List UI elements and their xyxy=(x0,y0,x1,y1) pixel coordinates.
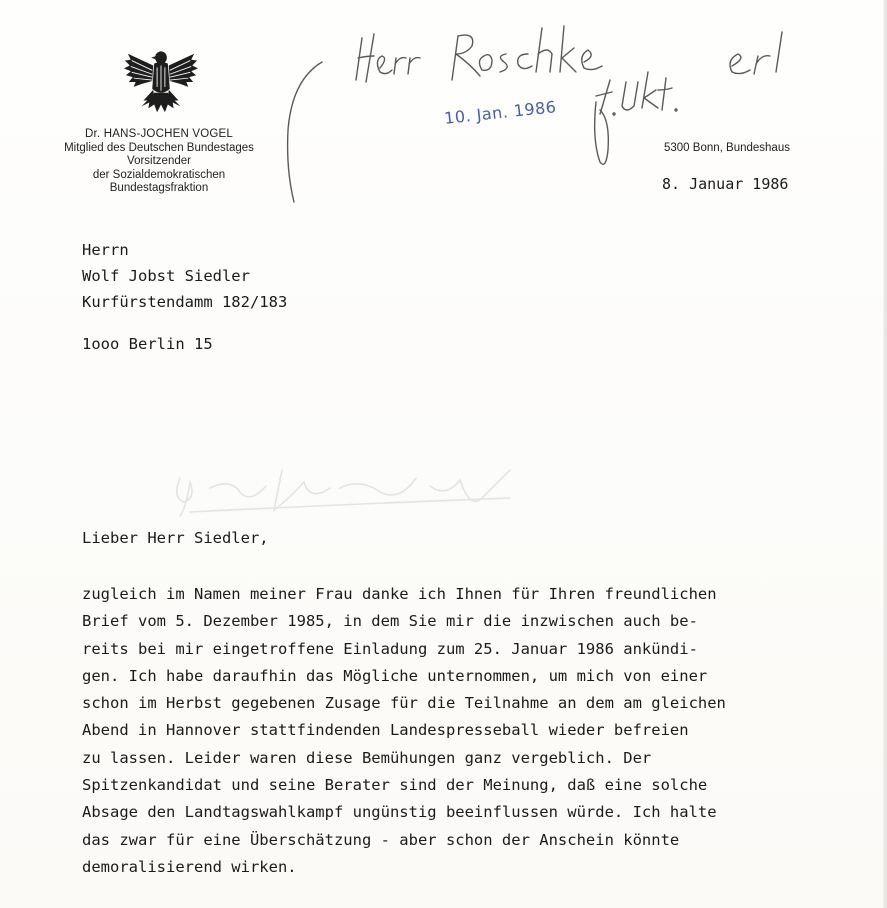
letterhead xyxy=(40,128,278,196)
paper-edge xyxy=(883,0,887,908)
body-line: Brief vom 5. Dezember 1985, in dem Sie mir die inzwischen auch be- xyxy=(82,612,698,631)
body-line: zu lassen. Leider waren diese Bemühungen ganz vergeblich. Der xyxy=(82,748,652,767)
sender-title-line: der Sozialdemokratischen xyxy=(92,168,226,181)
body-line: Abend in Hannover stattfindenden Landespresseball wieder befreien xyxy=(82,721,689,740)
sender-title-line: Vorsitzender xyxy=(127,155,191,167)
letter-salutation: Lieber Herr Siedler, xyxy=(82,529,269,547)
federal-eagle-icon xyxy=(122,44,200,122)
body-line: schon im Herbst gegebenen Zusage für die Teilnahme an dem am gleichen xyxy=(82,694,726,713)
body-line: demoralisierend wirken. xyxy=(82,857,297,876)
body-line: zugleich im Namen meiner Frau danke ich Ihnen für Ihren freundlichen xyxy=(82,585,717,603)
show-through-signature xyxy=(170,458,530,518)
sender-name: Dr. HANS-JOCHEN VOGEL xyxy=(85,128,233,140)
letter-date: 8. Januar 1986 xyxy=(662,175,789,193)
recipient-address xyxy=(82,237,287,357)
sender-title-line: Mitglied des Deutschen Bundestages xyxy=(64,141,254,154)
body-line: Spitzenkandidat und seine Berater sind der Meinung, daß eine solche xyxy=(82,776,708,795)
received-date-stamp: 10. Jan. 1986 xyxy=(443,97,558,128)
body-line: Absage den Landtagswahlkampf ungünstig beeinflussen würde. Ich halte xyxy=(82,803,717,822)
recipient-city: 1ooo Berlin 15 xyxy=(82,335,213,353)
sender-title-line: Bundestagsfraktion xyxy=(109,182,209,194)
body-line: das zwar für eine Überschätzung - aber schon der Anschein könnte xyxy=(82,830,680,849)
body-line: reits bei mir eingetroffene Einladung zum 25. Januar 1986 ankündi- xyxy=(82,639,698,658)
body-line: gen. Ich habe daraufhin das Mögliche unternommen, um mich von einer xyxy=(82,666,708,685)
letter-body xyxy=(82,581,862,881)
recipient-salutation-line: Herrn xyxy=(82,241,129,259)
sender-address: 5300 Bonn, Bundeshaus xyxy=(664,142,790,154)
recipient-name: Wolf Jobst Siedler xyxy=(82,267,250,285)
recipient-street: Kurfürstendamm 182/183 xyxy=(82,293,288,311)
